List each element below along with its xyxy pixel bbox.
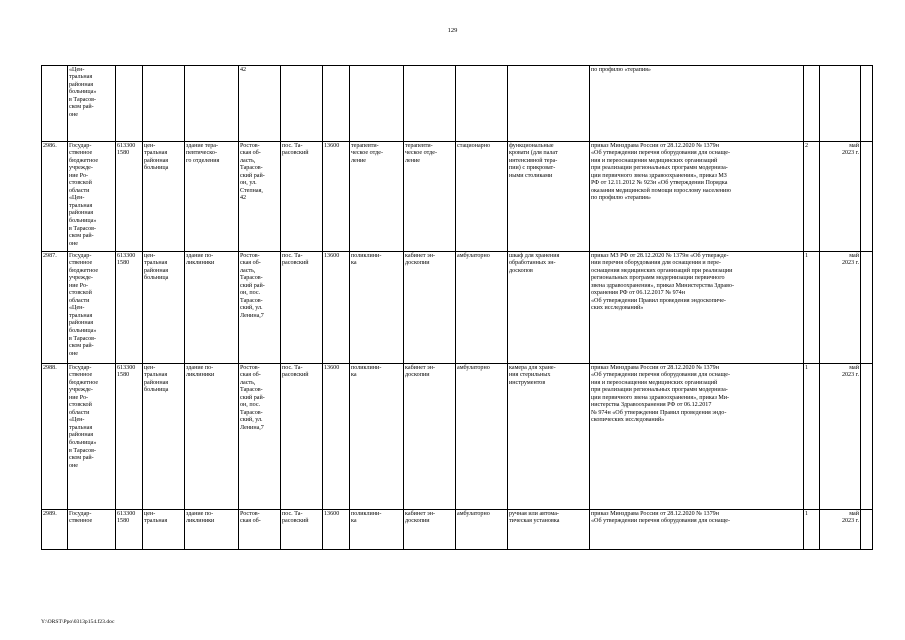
organization-name-line: ском рай- [69, 455, 94, 462]
address [239, 510, 281, 550]
organization-name-line: оне [69, 462, 79, 469]
row-number: 2987. [42, 252, 68, 364]
building [185, 252, 239, 364]
equipment-line: доскопов [509, 267, 533, 274]
address-line: Ленина,7 [240, 312, 264, 319]
department-line: поликлини- [351, 252, 382, 259]
row-number: 2988. [42, 364, 68, 510]
organization-name-line: тральная [69, 424, 93, 431]
legal-basis-line: оказания медицинской помощи взрослому населению [591, 187, 731, 194]
organization-name-line: «Цен- [69, 66, 85, 73]
legal-basis [590, 252, 804, 364]
legal-basis-line: приказ МЗ РФ от 28.12.2020 № 1379н «Об утвержде- [591, 252, 729, 259]
settlement-line: пос. Та- [282, 252, 303, 259]
delivery-date [820, 66, 861, 142]
legal-basis-line: «Об утверждении перечня оборудования для оснаще- [591, 150, 730, 157]
legal-basis-line: региональных программ модернизации первичного [591, 275, 725, 282]
institution-code-line: 613300 [117, 252, 136, 259]
department-line: ка [351, 372, 357, 379]
equipment-line: функциональные [509, 142, 554, 149]
legal-basis-line: по профилю «терапия» [591, 66, 651, 73]
room [404, 142, 456, 252]
organization-name-line: районная [69, 320, 94, 327]
organization-name [68, 252, 116, 364]
organization-name-line: больница» [69, 217, 97, 224]
organization-name-line: тральная [69, 74, 93, 81]
care-mode: амбулаторно [456, 510, 508, 550]
legal-basis-line: приказ Минздрава России от 28.12.2020 № 1379н [591, 142, 719, 149]
address-line: ская об- [240, 150, 261, 157]
settlement [281, 142, 323, 252]
settlement-code: 13600 [323, 510, 350, 550]
legal-basis-line: при реализации региональных программ модерниза- [591, 165, 728, 172]
legal-basis-line: нистерства Здравоохранения РФ от 06.12.2017 [591, 402, 712, 409]
institution-code [116, 66, 143, 142]
delivery-date-line: май [849, 510, 859, 517]
department-line: поликлини- [351, 510, 382, 517]
address [239, 252, 281, 364]
delivery-date [820, 364, 861, 510]
address [239, 66, 281, 142]
institution-type [143, 510, 185, 550]
address-line: он, пос. [240, 290, 261, 297]
institution-type-line: тральная [144, 518, 168, 525]
settlement-code [323, 66, 350, 142]
organization-name-line: ственное [69, 260, 93, 267]
organization-name-line: больница» [69, 89, 97, 96]
institution-type-line: районная [144, 157, 169, 164]
address-line: 42 [240, 66, 247, 73]
organization-name-line: бюджетное [69, 267, 99, 274]
quantity: 1 [804, 510, 820, 550]
address-line: ласть, [240, 379, 256, 386]
delivery-date [820, 252, 861, 364]
equipment-line: интенсивной тера- [509, 157, 558, 164]
organization-name-line: «Цен- [69, 305, 85, 312]
institution-type-line: цен- [144, 510, 156, 517]
room [404, 364, 456, 510]
settlement [281, 510, 323, 550]
organization-name-line: ственное [69, 518, 93, 525]
room-line: кабинет эн- [405, 364, 435, 371]
legal-basis-line: ских исследований» [591, 305, 644, 312]
organization-name-line: в Тарасов- [69, 225, 97, 232]
equipment [508, 142, 590, 252]
department-line: ческое отде- [351, 150, 384, 157]
address-line: Ленина,7 [240, 424, 264, 431]
equipment [508, 510, 590, 550]
address-line: Тарасов- [240, 387, 263, 394]
legal-basis-line: № 974н «Об утверждении Правил проведения эндо- [591, 409, 727, 416]
building-line: го отделения [186, 157, 220, 164]
address-line: ский, ул. [240, 417, 263, 424]
address-line: ская об- [240, 372, 261, 379]
organization-name-line: бюджетное [69, 157, 99, 164]
address-line: Степная, [240, 187, 263, 194]
equipment [508, 252, 590, 364]
delivery-date-line: 2023 г. [841, 260, 859, 267]
legal-basis-line: звена здравоохранения», приказ Министерства Здраво- [591, 282, 735, 289]
equipment-line: кровати (для палат [509, 150, 558, 157]
empty-cell [861, 66, 873, 142]
organization-name-line: стовской [69, 402, 92, 409]
room-line: кабинет эн- [405, 510, 435, 517]
organization-name-line: «Цен- [69, 417, 85, 424]
legal-basis-line: при реализации региональных программ модерниза- [591, 387, 728, 394]
institution-type-line: цен- [144, 142, 156, 149]
room-line: доскопии [405, 372, 430, 379]
department-line: ление [351, 157, 366, 164]
organization-name [68, 66, 116, 142]
organization-name-line: учрежде- [69, 387, 93, 394]
legal-basis [590, 510, 804, 550]
organization-name-line: «Цен- [69, 195, 85, 202]
delivery-date [820, 510, 861, 550]
address-line: Ростов- [240, 252, 260, 259]
file-path-footer: Y:\ORST\Ppo\0313p154.f23.doc [41, 619, 115, 625]
institution-type-line: больница [144, 275, 169, 282]
department [350, 252, 404, 364]
legal-basis-line: охранения РФ от 06.12.2017 № 974н [591, 290, 685, 297]
room-line: доскопии [405, 518, 430, 525]
delivery-date-line: 2023 г. [841, 372, 859, 379]
institution-type-line: цен- [144, 364, 156, 371]
room-line: ческое отде- [405, 150, 438, 157]
settlement [281, 364, 323, 510]
organization-name-line: ском рай- [69, 104, 94, 111]
row-number [42, 66, 68, 142]
institution-type [143, 66, 185, 142]
legal-basis [590, 142, 804, 252]
institution-code [116, 252, 143, 364]
legal-basis-line: ния и переоснащения медицинских организаций [591, 157, 718, 164]
settlement-line: расовский [282, 260, 309, 267]
organization-name-line: Государ- [69, 364, 92, 371]
care-mode: амбулаторно [456, 364, 508, 510]
institution-type-line: тральная [144, 150, 168, 157]
organization-name-line: стовской [69, 290, 92, 297]
address-line: 42 [240, 195, 247, 202]
empty-cell [861, 510, 873, 550]
institution-code [116, 142, 143, 252]
table-row [42, 252, 873, 364]
address-line: Тарасов- [240, 297, 263, 304]
room-line: ление [405, 157, 420, 164]
organization-name-line: ние Ро- [69, 172, 89, 179]
settlement-line: пос. Та- [282, 364, 303, 371]
organization-name-line: районная [69, 81, 94, 88]
equipment-register-table [41, 65, 873, 550]
institution-code-line: 1580 [117, 260, 130, 267]
organization-name-line: оне [69, 111, 79, 118]
legal-basis-line: оснащения медицинских организаций при реализации [591, 267, 733, 274]
care-mode: амбулаторно [456, 252, 508, 364]
equipment-line: ручная или автома- [509, 510, 559, 517]
room [404, 510, 456, 550]
institution-code-line: 1580 [117, 518, 130, 525]
organization-name-line: ственное [69, 150, 93, 157]
empty-cell [861, 364, 873, 510]
address-line: ский рай- [240, 394, 265, 401]
room-line: доскопии [405, 260, 430, 267]
address-line: ский рай- [240, 282, 265, 289]
organization-name-line: Государ- [69, 142, 92, 149]
address [239, 364, 281, 510]
row-number: 2989. [42, 510, 68, 550]
settlement [281, 252, 323, 364]
room-line: кабинет эн- [405, 252, 435, 259]
address-line: ласть, [240, 157, 256, 164]
address-line: ская об- [240, 260, 261, 267]
institution-code-line: 613300 [117, 510, 136, 517]
address-line: Тарасов- [240, 165, 263, 172]
organization-name-line: тральная [69, 312, 93, 319]
department [350, 142, 404, 252]
settlement [281, 66, 323, 142]
building-line: здание по- [186, 252, 214, 259]
organization-name-line: ском рай- [69, 343, 94, 350]
organization-name [68, 142, 116, 252]
organization-name-line: больница» [69, 439, 97, 446]
building-line: здание тера- [186, 142, 219, 149]
empty-cell [861, 252, 873, 364]
legal-basis-line: по профилю «терапия» [591, 195, 651, 202]
settlement-line: пос. Та- [282, 142, 303, 149]
organization-name-line: области [69, 297, 90, 304]
building-line: певтическо- [186, 150, 217, 157]
equipment [508, 66, 590, 142]
organization-name-line: ние Ро- [69, 394, 89, 401]
legal-basis-line: «Об утверждении перечня оборудования для оснаще- [591, 372, 730, 379]
settlement-line: расовский [282, 150, 309, 157]
address-line: ласть, [240, 267, 256, 274]
organization-name-line: тральная [69, 202, 93, 209]
institution-type-line: районная [144, 267, 169, 274]
organization-name [68, 364, 116, 510]
organization-name-line: ском рай- [69, 233, 94, 240]
address-line: он, ул. [240, 180, 257, 187]
institution-code [116, 510, 143, 550]
organization-name-line: в Тарасов- [69, 96, 97, 103]
organization-name-line: области [69, 187, 90, 194]
institution-code-line: 613300 [117, 364, 136, 371]
department-line: ка [351, 518, 357, 525]
address [239, 142, 281, 252]
settlement-line: расовский [282, 518, 309, 525]
address-line: Ростов- [240, 364, 260, 371]
room [404, 66, 456, 142]
delivery-date-line: май [849, 364, 859, 371]
building-line: здание по- [186, 364, 214, 371]
building-line: ликлиники [186, 260, 215, 267]
address-line: Тарасов- [240, 409, 263, 416]
organization-name-line: районная [69, 210, 94, 217]
equipment-line: ния стерильных [509, 372, 551, 379]
equipment-line: камера для хране- [509, 364, 556, 371]
organization-name-line: в Тарасов- [69, 447, 97, 454]
organization-name-line: районная [69, 432, 94, 439]
institution-type-line: районная [144, 379, 169, 386]
building-line: ликлиники [186, 518, 215, 525]
delivery-date-line: 2023 г. [841, 518, 859, 525]
empty-cell [861, 142, 873, 252]
equipment-line: шкаф для хранения [509, 252, 560, 259]
table-row [42, 66, 873, 142]
institution-code [116, 364, 143, 510]
settlement-code: 13600 [323, 364, 350, 510]
department [350, 510, 404, 550]
settlement-code: 13600 [323, 252, 350, 364]
organization-name-line: области [69, 409, 90, 416]
building-line: ликлиники [186, 372, 215, 379]
department [350, 66, 404, 142]
organization-name-line: в Тарасов- [69, 335, 97, 342]
delivery-date-line: 2023 г. [841, 150, 859, 157]
delivery-date-line: май [849, 142, 859, 149]
legal-basis-line: ции первичного звена здравоохранения», приказ МЗ [591, 172, 727, 179]
building [185, 364, 239, 510]
institution-type-line: цен- [144, 252, 156, 259]
address-line: ская об- [240, 518, 261, 525]
organization-name-line: Государ- [69, 252, 92, 259]
settlement-line: пос. Та- [282, 510, 303, 517]
department-line: терапевти- [351, 142, 379, 149]
institution-type [143, 142, 185, 252]
legal-basis-line: РФ от 12.11.2012 № 923н «Об утверждении Порядка [591, 180, 728, 187]
institution-code-line: 1580 [117, 150, 130, 157]
settlement-code: 13600 [323, 142, 350, 252]
table-row [42, 510, 873, 550]
organization-name [68, 510, 116, 550]
legal-basis-line: нии перечня оборудования для оснащения и пере- [591, 260, 721, 267]
care-mode [456, 66, 508, 142]
equipment-line: обработанных эн- [509, 260, 556, 267]
room [404, 252, 456, 364]
department-line: поликлини- [351, 364, 382, 371]
building [185, 142, 239, 252]
institution-type [143, 364, 185, 510]
settlement-line: расовский [282, 372, 309, 379]
legal-basis-line: ния и переоснащения медицинских организаций [591, 379, 718, 386]
quantity [804, 66, 820, 142]
institution-type-line: больница [144, 165, 169, 172]
equipment-line: пии) с прикроват- [509, 165, 556, 172]
organization-name-line: стовской [69, 180, 92, 187]
organization-name-line: ственное [69, 372, 93, 379]
legal-basis-line: «Об утверждении Правил проведения эндоскопиче- [591, 297, 726, 304]
institution-type-line: тральная [144, 260, 168, 267]
quantity: 2 [804, 142, 820, 252]
institution-code-line: 1580 [117, 372, 130, 379]
row-number: 2986. [42, 142, 68, 252]
organization-name-line: больница» [69, 327, 97, 334]
quantity: 1 [804, 252, 820, 364]
room-line: терапевти- [405, 142, 433, 149]
organization-name-line: Государ- [69, 510, 92, 517]
address-line: Тарасов- [240, 275, 263, 282]
legal-basis [590, 364, 804, 510]
legal-basis-line: приказ Минздрава России от 28.12.2020 № 1379н [591, 364, 719, 371]
building [185, 66, 239, 142]
organization-name-line: ние Ро- [69, 282, 89, 289]
equipment-line: тическая установка [509, 518, 560, 525]
equipment [508, 364, 590, 510]
table-row [42, 142, 873, 252]
institution-type-line: больница [144, 387, 169, 394]
institution-code-line: 613300 [117, 142, 136, 149]
address-line: ский рай- [240, 172, 265, 179]
legal-basis-line: ции первичного звена здравоохранения», приказ Ми- [591, 394, 730, 401]
institution-type-line: тральная [144, 372, 168, 379]
organization-name-line: учрежде- [69, 275, 93, 282]
building [185, 510, 239, 550]
address-line: ский, ул. [240, 305, 263, 312]
equipment-line: инструментов [509, 379, 546, 386]
equipment-line: ными столиками [509, 172, 553, 179]
department-line: ка [351, 260, 357, 267]
institution-type [143, 252, 185, 364]
organization-name-line: учрежде- [69, 165, 93, 172]
legal-basis [590, 66, 804, 142]
legal-basis-line: «Об утверждении перечня оборудования для оснаще- [591, 518, 730, 525]
care-mode: стационарно [456, 142, 508, 252]
department [350, 364, 404, 510]
legal-basis-line: приказ Минздрава России от 28.12.2020 № 1379н [591, 510, 719, 517]
address-line: Ростов- [240, 510, 260, 517]
delivery-date-line: май [849, 252, 859, 259]
page-number: 129 [447, 27, 458, 34]
address-line: Ростов- [240, 142, 260, 149]
table-row [42, 364, 873, 510]
organization-name-line: оне [69, 350, 79, 357]
address-line: он, пос. [240, 402, 261, 409]
organization-name-line: оне [69, 240, 79, 247]
building-line: здание по- [186, 510, 214, 517]
organization-name-line: бюджетное [69, 379, 99, 386]
legal-basis-line: скопических исследований» [591, 417, 665, 424]
delivery-date [820, 142, 861, 252]
quantity: 1 [804, 364, 820, 510]
